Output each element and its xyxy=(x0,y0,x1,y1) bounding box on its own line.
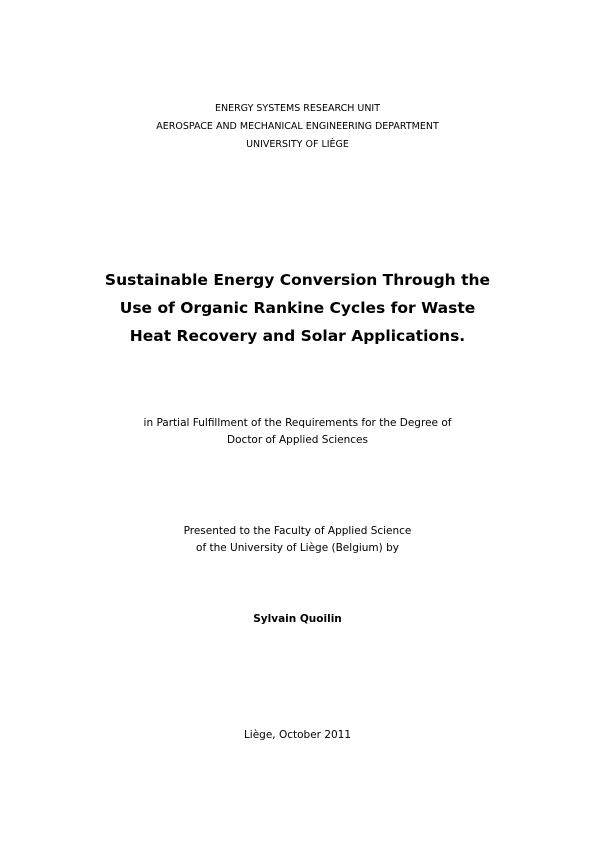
university: UNIVERSITY OF LIÈGE xyxy=(246,139,349,150)
title-line-3: Heat Recovery and Solar Applications. xyxy=(129,327,466,345)
thesis-title xyxy=(0,266,595,350)
department: AEROSPACE AND MECHANICAL ENGINEERING DEPARTMENT xyxy=(156,121,439,132)
title-line-1: Sustainable Energy Conversion Through the xyxy=(104,271,491,289)
presentation-line-2: of the University of Liège (Belgium) by xyxy=(196,542,399,554)
place-and-date: Liège, October 2011 xyxy=(243,729,352,741)
title-line-2: Use of Organic Rankine Cycles for Waste xyxy=(119,299,476,317)
author-name: Sylvain Quoilin xyxy=(253,613,342,625)
degree-statement-line-1: in Partial Fulfillment of the Requirements for the Degree of xyxy=(143,417,452,429)
degree-name: Doctor of Applied Sciences xyxy=(227,434,368,446)
degree-statement xyxy=(0,415,595,449)
presentation-statement xyxy=(0,523,595,557)
presentation-line-1: Presented to the Faculty of Applied Science xyxy=(183,525,412,537)
research-unit: ENERGY SYSTEMS RESEARCH UNIT xyxy=(214,103,381,114)
institution-header xyxy=(0,100,595,154)
